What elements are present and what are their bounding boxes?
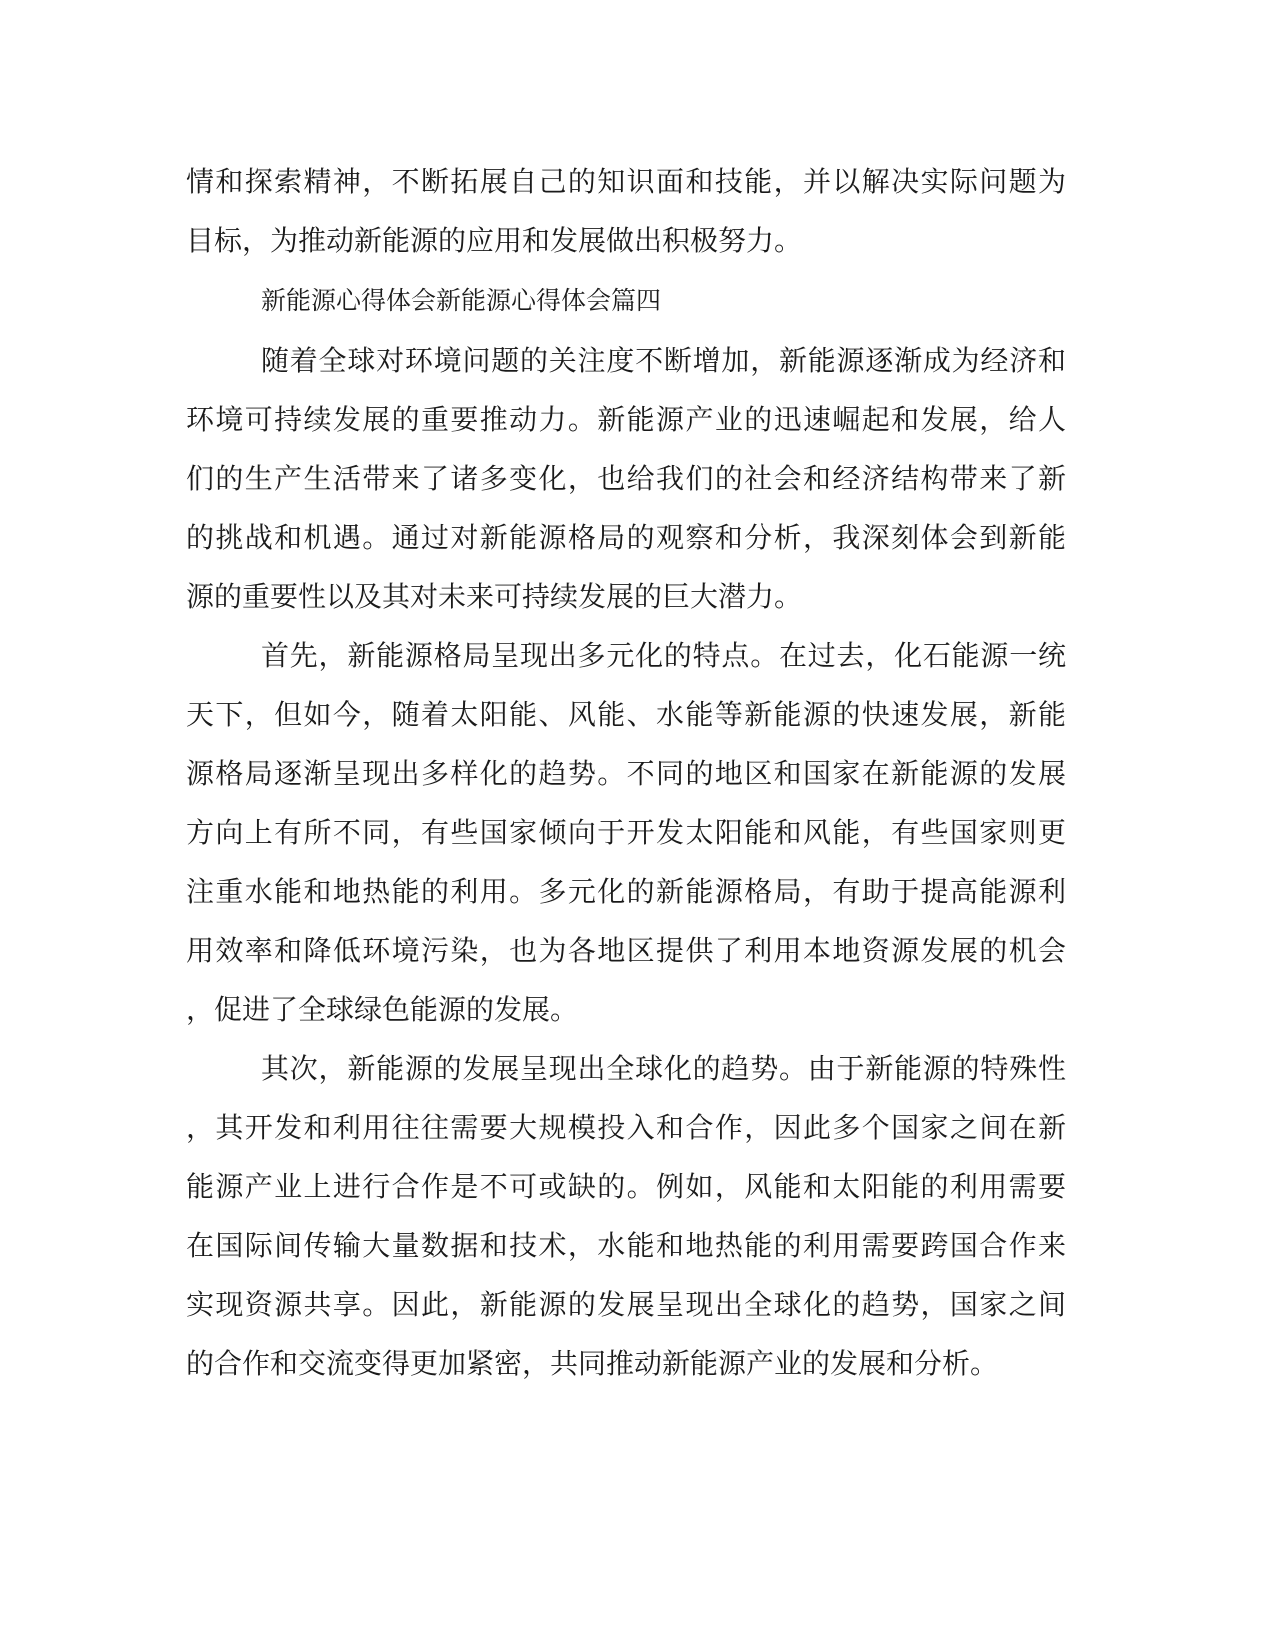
- paragraph-2-line-4: 方向上有所不同，有些国家倾向于开发太阳能和风能，有些国家则更: [186, 816, 1066, 849]
- paragraph-3-line-4: 在国际间传输大量数据和技术，水能和地热能的利用需要跨国合作来: [186, 1229, 1066, 1262]
- paragraph-1-line-4: 的挑战和机遇。通过对新能源格局的观察和分析，我深刻体会到新能: [186, 521, 1066, 554]
- paragraph-3-line-1: 其次，新能源的发展呈现出全球化的趋势。由于新能源的特殊性: [261, 1052, 1066, 1085]
- paragraph-3-line-5: 实现资源共享。因此，新能源的发展呈现出全球化的趋势，国家之间: [186, 1288, 1066, 1321]
- paragraph-3-line-3: 能源产业上进行合作是不可或缺的。例如，风能和太阳能的利用需要: [186, 1170, 1066, 1203]
- intro-line-1: 情和探索精神，不断拓展自己的知识面和技能，并以解决实际问题为: [186, 165, 1066, 198]
- paragraph-2-line-6: 用效率和降低环境污染，也为各地区提供了利用本地资源发展的机会: [186, 934, 1066, 967]
- paragraph-3-line-6: 的合作和交流变得更加紧密，共同推动新能源产业的发展和分析。: [186, 1347, 999, 1380]
- paragraph-1-line-2: 环境可持续发展的重要推动力。新能源产业的迅速崛起和发展，给人: [186, 403, 1066, 436]
- paragraph-1-line-3: 们的生产生活带来了诸多变化，也给我们的社会和经济结构带来了新: [186, 462, 1066, 495]
- paragraph-2-line-5: 注重水能和地热能的利用。多元化的新能源格局，有助于提高能源利: [186, 875, 1066, 908]
- section-title: 新能源心得体会新能源心得体会篇四: [261, 286, 662, 315]
- paragraph-1-line-5: 源的重要性以及其对未来可持续发展的巨大潜力。: [186, 580, 803, 613]
- paragraph-2-line-1: 首先，新能源格局呈现出多元化的特点。在过去，化石能源一统: [261, 639, 1066, 672]
- paragraph-2-line-3: 源格局逐渐呈现出多样化的趋势。不同的地区和国家在新能源的发展: [186, 757, 1066, 790]
- intro-line-2: 目标，为推动新能源的应用和发展做出积极努力。: [186, 224, 803, 257]
- paragraph-3-line-2: ，其开发和利用往往需要大规模投入和合作，因此多个国家之间在新: [186, 1111, 1066, 1144]
- paragraph-2-line-7: ，促进了全球绿色能源的发展。: [186, 993, 579, 1026]
- paragraph-2-line-2: 天下，但如今，随着太阳能、风能、水能等新能源的快速发展，新能: [186, 698, 1066, 731]
- paragraph-1-line-1: 随着全球对环境问题的关注度不断增加，新能源逐渐成为经济和: [261, 344, 1066, 377]
